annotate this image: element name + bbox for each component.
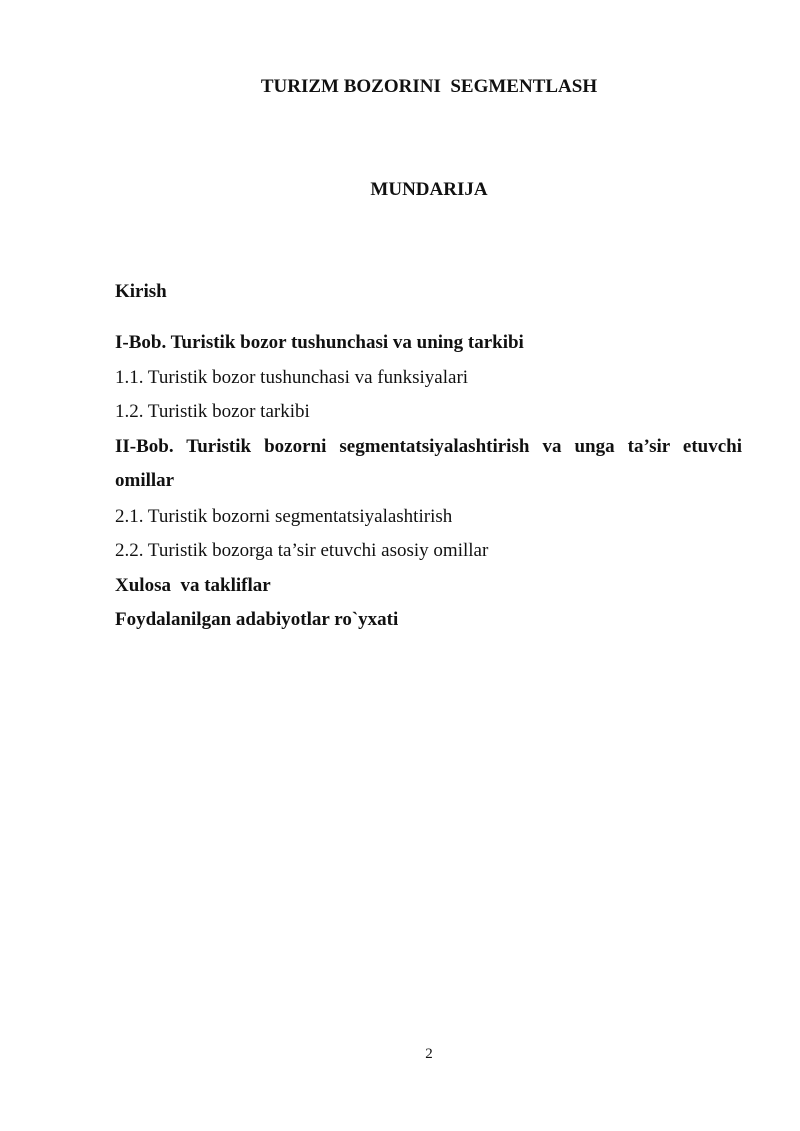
document-title: TURIZM BOZORINI SEGMENTLASH: [260, 76, 598, 97]
toc-item-introduction: Kirish: [115, 281, 167, 302]
toc-item-conclusion: Xulosa va takliflar: [115, 575, 271, 596]
toc-item-references: Foydalanilgan adabiyotlar ro`yxati: [115, 609, 399, 630]
toc-item-chapter-2: II-Bob. Turistik bozorni segmentatsiyalashtirish va unga ta’sir etuvchi omillar: [115, 436, 742, 491]
toc-item-chapter-1: I-Bob. Turistik bozor tushunchasi va uning tarkibi: [115, 332, 524, 353]
toc-heading: MUNDARIJA: [370, 179, 488, 200]
toc-item-section-2-2: 2.2. Turistik bozorga ta’sir etuvchi asosiy omillar: [115, 540, 489, 561]
page-number: 2: [425, 1046, 433, 1062]
toc-item-section-1-1: 1.1. Turistik bozor tushunchasi va funksiyalari: [115, 367, 469, 388]
toc-item-section-2-1: 2.1. Turistik bozorni segmentatsiyalashtirish: [115, 506, 453, 527]
toc-item-section-1-2: 1.2. Turistik bozor tarkibi: [115, 401, 310, 422]
